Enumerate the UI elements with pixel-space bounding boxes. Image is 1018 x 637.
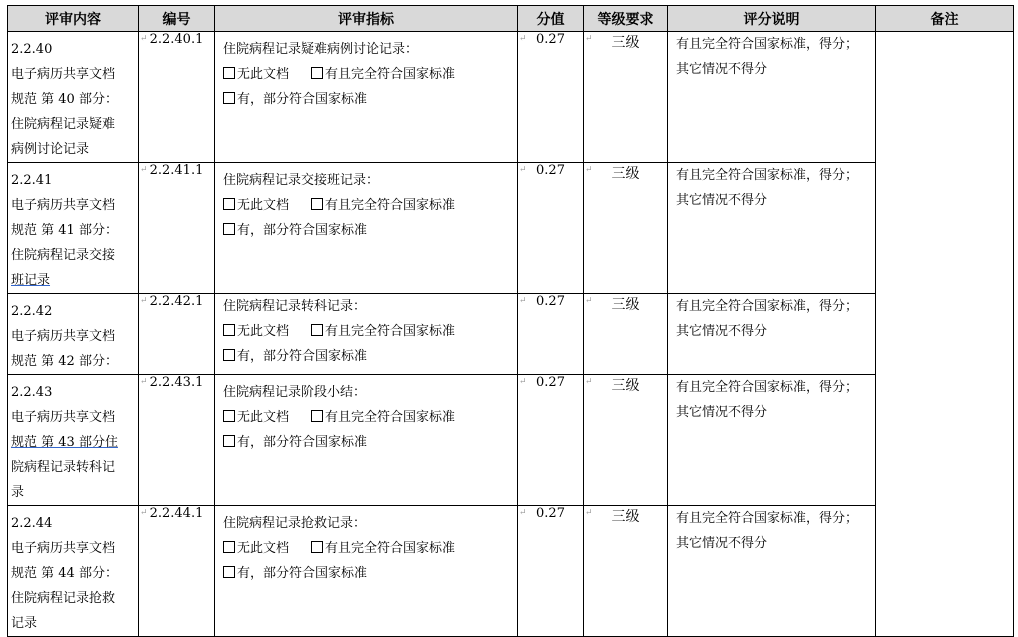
checkbox-icon <box>311 324 323 336</box>
checkbox-icon <box>223 349 235 361</box>
paragraph-mark-icon: ↵ <box>585 508 593 518</box>
header-row <box>8 6 1014 32</box>
checkbox-icon <box>223 198 235 210</box>
header-level <box>584 6 668 32</box>
header-explanation <box>668 6 876 32</box>
paragraph-mark-icon: ↵ <box>585 165 593 175</box>
content-line: 2.2.44 <box>11 516 53 531</box>
criteria-title: 住院病程记录疑难病例讨论记录： <box>223 42 419 57</box>
score-cell <box>518 163 584 294</box>
explanation-line: 有且完全符合国家标准，得分； <box>676 299 859 314</box>
content-line: 记录 <box>11 616 38 631</box>
score-value: 0.27 <box>536 375 565 390</box>
header-content <box>8 6 139 32</box>
table-row <box>8 506 1014 637</box>
option-full: 有且完全符合国家标准 <box>325 541 456 556</box>
level-value: 三级 <box>611 35 640 51</box>
content-line: 规范 第 44 部分： <box>11 566 118 581</box>
explanation-line: 有且完全符合国家标准，得分； <box>676 37 859 52</box>
code-value: 2.2.42.1 <box>149 294 204 309</box>
header-remarks-label: 备注 <box>930 11 959 28</box>
content-line: 班记录 <box>11 273 51 288</box>
checkbox-icon <box>223 541 235 553</box>
criteria-title: 住院病程记录抢救记录： <box>223 516 367 531</box>
option-none: 无此文档 <box>237 67 290 82</box>
explanation-line: 其它情况不得分 <box>676 193 768 208</box>
content-line: 院病程记录转科记 <box>11 460 116 475</box>
code-cell <box>139 163 215 294</box>
header-criteria-label: 评审指标 <box>338 11 394 28</box>
content-line: 电子病历共享文档 <box>11 329 116 344</box>
content-line: 住院病程记录交接 <box>11 248 116 263</box>
content-line: 电子病历共享文档 <box>11 410 116 425</box>
criteria-cell <box>215 163 518 294</box>
explanation-line: 其它情况不得分 <box>676 536 768 551</box>
level-cell <box>584 294 668 375</box>
level-cell <box>584 506 668 637</box>
score-cell <box>518 506 584 637</box>
level-value: 三级 <box>611 166 640 182</box>
score-value: 0.27 <box>536 506 565 521</box>
content-line: 规范 第 40 部分： <box>11 92 118 107</box>
paragraph-mark-icon: ↵ <box>585 377 593 387</box>
option-full: 有且完全符合国家标准 <box>325 198 456 213</box>
paragraph-mark-icon: ↵ <box>140 34 148 44</box>
paragraph-mark-icon: ↵ <box>140 296 148 306</box>
score-cell <box>518 375 584 506</box>
content-line: 规范 第 41 部分： <box>11 223 118 238</box>
level-cell <box>584 375 668 506</box>
paragraph-mark-icon: ↵ <box>519 377 527 387</box>
paragraph-mark-icon: ↵ <box>519 508 527 518</box>
content-line: 电子病历共享文档 <box>11 198 116 213</box>
option-none: 无此文档 <box>237 198 290 213</box>
paragraph-mark-icon: ↵ <box>519 34 527 44</box>
explanation-cell <box>668 506 876 637</box>
code-cell <box>139 32 215 163</box>
content-line: 2.2.41 <box>11 173 53 188</box>
explanation-line: 其它情况不得分 <box>676 405 768 420</box>
table-row <box>8 294 1014 375</box>
content-cell <box>8 506 139 637</box>
checkbox-icon <box>311 410 323 422</box>
option-full: 有且完全符合国家标准 <box>325 410 456 425</box>
checkbox-icon <box>311 541 323 553</box>
table-row <box>8 32 1014 163</box>
code-value: 2.2.44.1 <box>149 506 204 521</box>
header-criteria <box>215 6 518 32</box>
code-cell <box>139 506 215 637</box>
level-cell <box>584 32 668 163</box>
checkbox-icon <box>223 566 235 578</box>
paragraph-mark-icon: ↵ <box>519 296 527 306</box>
content-cell <box>8 375 139 506</box>
code-cell <box>139 375 215 506</box>
content-cell <box>8 32 139 163</box>
remarks-cell <box>876 32 1014 637</box>
content-line: 住院病程记录抢救 <box>11 591 116 606</box>
checkbox-icon <box>223 92 235 104</box>
explanation-cell <box>668 163 876 294</box>
option-partial: 有，部分符合国家标准 <box>237 92 368 107</box>
explanation-line: 其它情况不得分 <box>676 324 768 339</box>
score-cell <box>518 294 584 375</box>
content-line: 住院病程记录疑难 <box>11 117 116 132</box>
checkbox-icon <box>223 435 235 447</box>
explanation-line: 有且完全符合国家标准，得分； <box>676 511 859 526</box>
paragraph-mark-icon: ↵ <box>140 377 148 387</box>
table-row <box>8 163 1014 294</box>
content-line: 病例讨论记录 <box>11 142 90 157</box>
checkbox-icon <box>223 324 235 336</box>
content-line: 录 <box>11 485 25 500</box>
content-cell <box>8 294 139 375</box>
content-cell <box>8 163 139 294</box>
level-value: 三级 <box>611 509 640 525</box>
criteria-cell <box>215 375 518 506</box>
checkbox-icon <box>311 67 323 79</box>
review-table <box>7 5 1014 637</box>
explanation-cell <box>668 375 876 506</box>
score-value: 0.27 <box>536 163 565 178</box>
content-line: 2.2.43 <box>11 385 53 400</box>
criteria-title: 住院病程记录阶段小结： <box>223 385 367 400</box>
content-line: 电子病历共享文档 <box>11 541 116 556</box>
option-partial: 有，部分符合国家标准 <box>237 349 368 364</box>
score-value: 0.27 <box>536 294 565 309</box>
content-line: 2.2.42 <box>11 304 53 319</box>
checkbox-icon <box>311 198 323 210</box>
criteria-cell <box>215 506 518 637</box>
option-partial: 有，部分符合国家标准 <box>237 566 368 581</box>
content-line: 规范 第 43 部分住 <box>11 435 118 450</box>
criteria-title: 住院病程记录转科记录： <box>223 299 367 314</box>
option-partial: 有，部分符合国家标准 <box>237 223 368 238</box>
content-line: 规范 第 42 部分： <box>11 354 118 369</box>
paragraph-mark-icon: ↵ <box>140 165 148 175</box>
header-score <box>518 6 584 32</box>
paragraph-mark-icon: ↵ <box>519 165 527 175</box>
explanation-line: 其它情况不得分 <box>676 62 768 77</box>
explanation-line: 有且完全符合国家标准，得分； <box>676 380 859 395</box>
option-none: 无此文档 <box>237 541 290 556</box>
option-full: 有且完全符合国家标准 <box>325 324 456 339</box>
header-remarks <box>876 6 1014 32</box>
score-value: 0.27 <box>536 32 565 47</box>
explanation-cell <box>668 32 876 163</box>
code-value: 2.2.43.1 <box>149 375 204 390</box>
header-code <box>139 6 215 32</box>
criteria-title: 住院病程记录交接班记录： <box>223 173 380 188</box>
checkbox-icon <box>223 67 235 79</box>
option-none: 无此文档 <box>237 324 290 339</box>
header-explanation-label: 评分说明 <box>743 11 800 28</box>
checkbox-icon <box>223 410 235 422</box>
level-cell <box>584 163 668 294</box>
explanation-line: 有且完全符合国家标准，得分； <box>676 168 859 183</box>
score-cell <box>518 32 584 163</box>
checkbox-icon <box>223 223 235 235</box>
header-content-label: 评审内容 <box>45 11 101 28</box>
table-row <box>8 375 1014 506</box>
level-value: 三级 <box>611 297 640 313</box>
option-none: 无此文档 <box>237 410 290 425</box>
option-partial: 有，部分符合国家标准 <box>237 435 368 450</box>
code-value: 2.2.41.1 <box>149 163 204 178</box>
header-score-label: 分值 <box>536 11 565 28</box>
criteria-cell <box>215 294 518 375</box>
content-line: 电子病历共享文档 <box>11 67 116 82</box>
paragraph-mark-icon: ↵ <box>585 296 593 306</box>
header-level-label: 等级要求 <box>597 11 654 28</box>
header-code-label: 编号 <box>162 11 191 28</box>
code-cell <box>139 294 215 375</box>
explanation-cell <box>668 294 876 375</box>
level-value: 三级 <box>611 378 640 394</box>
criteria-cell <box>215 32 518 163</box>
paragraph-mark-icon: ↵ <box>585 34 593 44</box>
option-full: 有且完全符合国家标准 <box>325 67 456 82</box>
paragraph-mark-icon: ↵ <box>140 508 148 518</box>
code-value: 2.2.40.1 <box>149 32 204 47</box>
content-line: 2.2.40 <box>11 42 53 57</box>
